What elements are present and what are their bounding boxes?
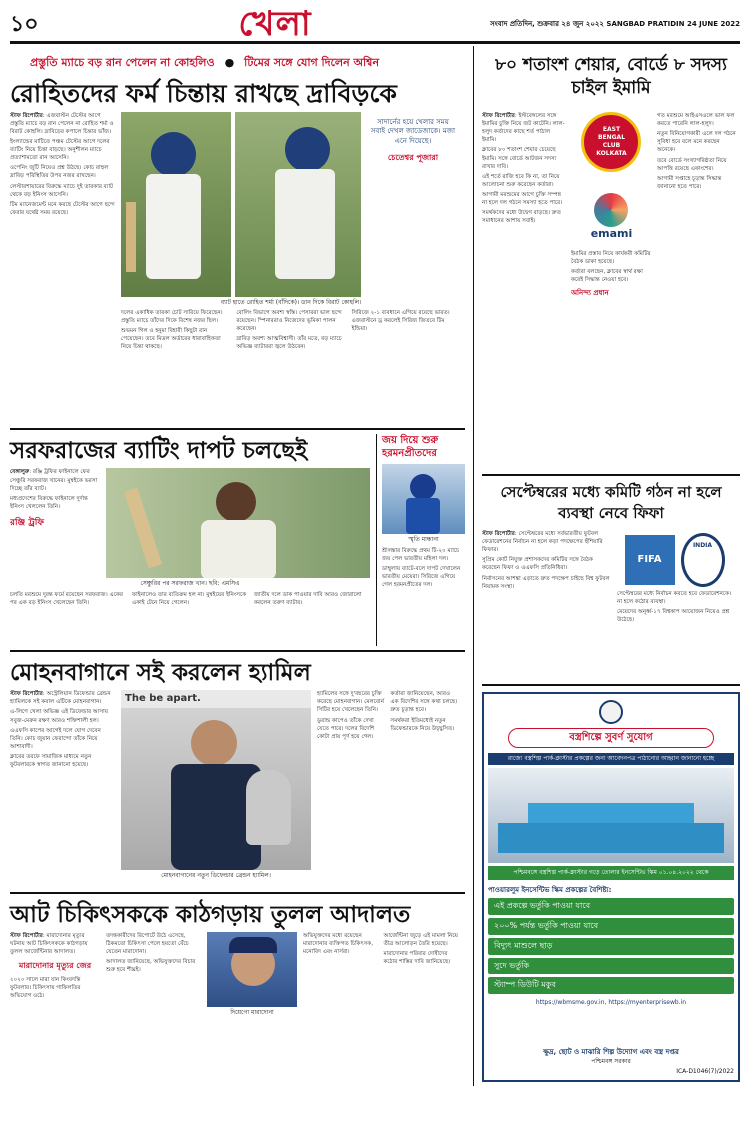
ad-points (488, 898, 734, 994)
ticker-left: প্রস্তুতি ম্যাচে বড় রান পেলেন না কোহলিও (30, 56, 215, 70)
emami-wordmark: emami (590, 227, 633, 241)
story-body-cont: সেপ্টেম্বরের মধ্যে নির্বাচন করতে হবে ফেডারেশনকে। না হলে কঠোর ব্যবস্থা। মেয়েদের অনূর্ধ্ব-১৭ বিশ্বকাপ আয়োজন নিয়েও প্রশ্ন উঠেছে। (617, 591, 732, 624)
body-text: সেপ্টেম্বরের মধ্যে সর্বভারতীয় ফুটবল ফেডারেশনের নির্বাচন না হলে কড়া পদক্ষেপের হুঁশিয়ারি ফিফার। (482, 531, 603, 554)
smriti-photo (382, 464, 465, 534)
body-text: এজবাস্টন টেস্টের আগে প্রস্তুতি ম্যাচে বড় রান পেলেন না রোহিত শর্মা ও বিরাট কোহলি। দ্রাবিড়ের কপালে চিন্তার ভাঁজ। (10, 112, 114, 135)
maradona-photo (207, 932, 297, 1007)
ad-point: সুদে ভর্তুকি (488, 958, 734, 975)
story-body: স্টাফ রিপোর্টার: অস্ট্রেলিয়ান ডিফেন্ডার ব্রেন্ডন হ্যামিলকে সই করাল এটিকে মোহনবাগান। এ-লিগে খেলা অভিজ্ঞ এই ডিফেন্ডার আসায় সবুজ-মেরুন রক্ষণ আরও শক্তিশালী হল। এএফসি কাপের আগেই দলে যোগ দেবেন তিনি। কোচ জুয়ান ফেরান্দো তাঁকে নিয়ে আশাবাদী। ক্লাবের তরফে সামাজিক মাধ্যমে নতুন ফুটবলারকে স্বাগত জানানো হয়েছে। (10, 691, 111, 769)
series-logo: রঞ্জি ট্রফি (10, 518, 44, 528)
story-body-cont: হ্যামিলের সঙ্গে দু'বছরের চুক্তি করেছে মোহনবাগান। মেলবোর্ন সিটির হয়ে খেলেছেন তিনি। ডুরান্ড কাপেও তাঁকে দেখা যেতে পারে। দলের বিদেশি কোটা প্রায় পূর্ণ হয়ে গেল। কর্তারা জানিয়েছেন, আরও এক বিদেশির সঙ্গে কথা চলছে। দ্রুত চূড়ান্ত হবে। সমর্থকরা ইতিমধ্যেই নতুন ডিফেন্ডারকে নিয়ে উচ্ছ্বসিত। (317, 691, 458, 740)
story-headline: মোহনবাগানে সই করলেন হ্যামিল (10, 659, 311, 687)
ad-web: https://wbmsme.gov.in, https://myenterprisewb.in (535, 999, 687, 1007)
page-meta: সংবাদ প্রতিদিন, শুক্রবার ২৪ জুন ২০২২ SANGBAD PRATIDIN 24 JUNE 2022 (490, 19, 740, 28)
body-text: মারাদোনার মৃত্যুর ঘটনায় আট চিকিৎসককে কাঠগড়ায় তুলল আর্জেন্টিনার আদালত। (10, 932, 88, 955)
ad-footer: ক্ষুদ্র, ছোট ও মাঝারি শিল্প উদ্যোগ এবং বস্ত্র দপ্তর (543, 1048, 679, 1057)
emami-logo (581, 182, 641, 242)
kohli-photo (235, 112, 361, 297)
story-fifa (482, 476, 740, 686)
story-hamill (10, 652, 465, 894)
ticker-strip (10, 52, 465, 76)
story-body: শ্রীলঙ্কার বিরুদ্ধে প্রথম টি-২০ ম্যাচে জয় পেল ভারতীয় মহিলা দল। ডাম্বুলায় ব্যাটে-বলে দাপট দেখালেন ভারতীয় মেয়েরা। সিরিজে এগিয়ে গেল হরমনপ্রীতের দল। (382, 547, 465, 642)
story-headline: আট চিকিৎসককে কাঠগড়ায় তুলল আদালত (10, 900, 411, 928)
aiff-logo: INDIA (681, 533, 725, 587)
story-body-cont: তদন্তকারীদের রিপোর্টে উঠে এসেছে, ঠিকমতো চিকিৎসা পেলে হয়তো বেঁচে যেতেন মারাদোনা। আদালত জানিয়েছে, অভিযুক্তদের বিচার শুরু হবে শীঘ্রই। (106, 932, 196, 974)
story-body-cont: দলের একাধিক তারকা চোট সারিয়ে ফিরেছেন। প্রস্তুতি ম্যাচে তাঁদের দিকে বিশেষ নজর ছিল। শুভমন গিল ও হনুমা বিহারী কিছুটা রান পেয়েছেন। তবে মিডল অর্ডারের ধারাবাহিকতা নিয়ে চিন্তা থাকছে। বোলিং বিভাগে অবশ্য স্বস্তি। পেসাররা ভাল ছন্দে রয়েছেন। স্পিনাররাও নিজেদের ভূমিকা পালন করেছেন। দ্রাবিড় অবশ্য আত্মবিশ্বাসী। তাঁর মতে, বড় ম্যাচে অভিজ্ঞ ব্যাটাররা জ্বলে উঠবেন। সিরিজে ২-১ ব্যবধানে এগিয়ে রয়েছে ভারত। এজবাস্টনে ড্র করলেই সিরিজ জিতবে টিম ইন্ডিয়া। (121, 309, 450, 351)
page-number: ১০ (10, 11, 39, 37)
story-headline: জয় দিয়ে শুরু হরমনপ্রীতদের (382, 435, 439, 460)
pullquote-author: চেতেশ্বর পূজারা (387, 153, 439, 163)
story-body: স্টাফ রিপোর্টার: ইস্টবেঙ্গলের সঙ্গে ইমামির চুক্তি নিয়ে জট কাটেনি। লাল-হলুদ কর্তাদের কাছে শর্ত পাঠাল ইমামি। ক্লাবের ৮০ শতাংশ শেয়ার চেয়েছে ইমামি। সঙ্গে বোর্ডে আটজন সদস্য রাখার দাবি। এই শর্তে রাজি হবে কি না, তা নিয়ে আলোচনা শুরু করেছেন কর্তারা। আগামী মরশুমের আগে চুক্তি সম্পন্ন না হলে দল গঠনে সমস্যা হতে পারে। সমর্থকদের মধ্যে উদ্বেগ বাড়ছে। দ্রুত সমাধানের আশায় সবাই। (482, 113, 565, 225)
story-headline: সেপ্টেম্বরের মধ্যে কমিটি গঠন না হলে ব্যবস্থা নেবে ফিফা (500, 483, 722, 522)
byline: স্টাফ রিপোর্টার (10, 932, 43, 939)
ad-subtitle: রাজ্যে বস্ত্রশিল্প পার্ক-ক্লাস্টার প্রকল্পের জন্য আবেদনপত্র পাঠানোর আহ্বান জানানো হচ্ছে (488, 753, 734, 765)
story-maradona (10, 894, 465, 1086)
ad-list-title: পাওয়ারলুম ইনসেন্টিভ স্কিম প্রকল্পের বৈশিষ্ট্য: (488, 885, 612, 894)
story-body-cont: চলতি মরশুমে দুরন্ত ফর্মে রয়েছেন সরফরাজ। একের পর এক বড় ইনিংস খেলেছেন তিনি। ফাইনালেও তার ব্যতিক্রম হল না। মুম্বইয়ের ইনিংসকে একাই টেনে নিয়ে গেলেন। জাতীয় দলে ডাক পাওয়ার দাবি আরও জোরালো করলেন তরুণ ব্যাটার। (10, 591, 362, 606)
photo-caption: স্মৃতি মান্ধানা (408, 536, 439, 544)
body-text: শ্রীলঙ্কার বিরুদ্ধে প্রথম টি-২০ ম্যাচে জয় পেল ভারতীয় মহিলা দল। (382, 547, 460, 562)
byline: স্টাফ রিপোর্টার (10, 112, 43, 119)
ad-title: বস্ত্রশিল্পে সুবর্ণ সুযোগ (508, 728, 714, 748)
story-headline: ৮০ শতাংশ শেয়ার, বোর্ডে ৮ সদস্য চাইল ইমামি (495, 55, 727, 98)
story-headline: রোহিতদের ফর্ম চিন্তায় রাখছে দ্রাবিড়কে (10, 78, 397, 108)
rohit-photo (121, 112, 231, 297)
photo-caption: মোহনবাগানের নতুন ডিফেন্ডার ব্রেন্ডন হ্যামিল। (161, 872, 271, 880)
photo-caption: দিয়েগো মারাদোনা (230, 1008, 274, 1016)
byline: বেঙ্গালুরু (10, 469, 30, 476)
story-body-cont2: গত মরশুমে আইএসএলে ভাল ফল করতে পারেনি লাল-হলুদ। নতুন বিনিয়োগকারী এলে দল গঠনে সুবিধা হবে বলে মনে করছেন অনেকে। তবে বোর্ডে সংখ্যাগরিষ্ঠতা নিয়ে আপত্তি রয়েছে একাংশের। আগামী সপ্তাহে চূড়ান্ত সিদ্ধান্ত জানানো হতে পারে। (657, 113, 736, 190)
ad-factory-photo (488, 768, 734, 863)
story-headline: সরফরাজের ব্যাটিং দাপট চলছেই (10, 437, 308, 465)
ad-banner: পশ্চিমবঙ্গে বস্ত্রশিল্প পার্ক-ক্লাস্টার গড়ে তোলার ইনসেন্টিভ স্কিম ০১.০৪.২০২২ থেকে (488, 866, 734, 880)
byline: স্টাফ রিপোর্টার (482, 531, 515, 537)
story-rohit (10, 76, 465, 431)
story-subhead: মারাদোনার মৃত্যুর জের (18, 961, 92, 971)
body-text: ইস্টবেঙ্গলের সঙ্গে ইমামির চুক্তি নিয়ে জট কাটেনি। লাল-হলুদ কর্তাদের কাছে শর্ত পাঠাল ইমামি। (482, 113, 565, 144)
ad-point: এই প্রকল্পে ভর্তুকি পাওয়া যাবে (488, 898, 734, 915)
story-body: বেঙ্গালুরু: রঞ্জি ট্রফির ফাইনালে ফের সেঞ্চুরি সরফরাজ খানের। মুম্বইকে ভরসা দিচ্ছে তাঁর ব্যাট। মধ্যপ্রদেশের বিরুদ্ধে ফাইনালে দুর্দান্ত ইনিংস খেললেন তিনি। রঞ্জি ট্রফি (10, 468, 100, 578)
ad-point: বিদ্যুৎ মাশুলে ছাড় (488, 938, 734, 955)
govt-emblem (488, 700, 734, 724)
story-body-cont2: অভিযুক্তদের মধ্যে রয়েছেন মারাদোনার ব্যক্তিগত চিকিৎসক, মনোবিদ এবং নার্সরা। আর্জেন্টিনা জুড়ে এই মামলা নিয়ে তীব্র আলোড়ন তৈরি হয়েছে। মারাদোনার পরিবার দোষীদের কঠোর শাস্তির দাবি জানিয়েছে। (303, 932, 458, 966)
story-emami (482, 46, 740, 476)
backdrop-text: The be apart. (121, 690, 311, 708)
pullquote-box (365, 112, 461, 297)
story-sarfaraz (10, 430, 465, 652)
story-author: অনিন্দ্য প্রধান (570, 289, 609, 298)
ad-footer2: পশ্চিমবঙ্গ সরকার (591, 1057, 631, 1065)
ad-code: ICA-D1046(7)/2022 (676, 1067, 734, 1075)
sarfaraz-photo (106, 468, 370, 578)
story-body: স্টাফ রিপোর্টার: এজবাস্টন টেস্টের আগে প্রস্তুতি ম্যাচে বড় রান পেলেন না রোহিত শর্মা ও বিরাট কোহলি। দ্রাবিড়ের কপালে চিন্তার ভাঁজ। ইংল্যান্ডের মাটিতে পঞ্চম টেস্টের আগে দলের ব্যাটিং নিয়ে চিন্তা বাড়ছে। অনুশীলন ম্যাচে প্রত্যাশামতো রান আসেনি। ওপেনিং জুটি নিয়েও প্রশ্ন উঠছে। কোচ রাহুল দ্রাবিড় পরিস্থিতির উপর নজর রাখছেন। লেস্টারশায়ারের বিরুদ্ধে ম্যাচে দুই তারকার ব্যাট থেকে বড় ইনিংস আসেনি। টিম ম্যানেজমেন্ট মনে করছে টেস্টের আগে ছন্দে ফেরার যথেষ্ট সময় রয়েছে। (10, 112, 115, 216)
photo-caption: সেঞ্চুরির পর সরফরাজ খান। ছবি: এমসিএ (140, 580, 240, 588)
hamill-photo (121, 690, 311, 870)
ticker-right: টিমের সঙ্গে যোগ দিলেন অশ্বিন (244, 56, 380, 70)
govt-advertisement (482, 692, 740, 1082)
body-text: অস্ট্রেলিয়ান ডিফেন্ডার ব্রেন্ডন হ্যামিলকে সই করাল এটিকে মোহনবাগান। (10, 691, 111, 706)
story-body: স্টাফ রিপোর্টার: সেপ্টেম্বরের মধ্যে সর্বভারতীয় ফুটবল ফেডারেশনের নির্বাচন না হলে কড়া পদক্ষেপের হুঁশিয়ারি ফিফার। সুপ্রিম কোর্ট নিযুক্ত প্রশাসকদের কমিটির সঙ্গে বৈঠক করেছেন ফিফা ও এএফসি প্রতিনিধিরা। নির্বাসনের আশঙ্কা এড়াতে দ্রুত পদক্ষেপ চাইছে বিশ্ব ফুটবল নিয়ামক সংস্থা। (482, 531, 610, 590)
ad-point: ২০০% পর্যন্ত ভর্তুকি পাওয়া যাবে (488, 918, 734, 935)
section-title: খেলা (238, 3, 312, 44)
ad-point: স্ট্যাম্প ডিউটি মকুব (488, 977, 734, 994)
story-body-cont: ইমামির প্রস্তাব নিয়ে কার্যকরী কমিটির বৈঠক ডাকা হয়েছে। কর্তারা বলছেন, ক্লাবের স্বার্থ রক্ষা করেই সিদ্ধান্ত নেওয়া হবে। অনিন্দ্য প্রধান (570, 251, 651, 298)
body-text: রঞ্জি ট্রফির ফাইনালে ফের সেঞ্চুরি সরফরাজ খানের। মুম্বইকে ভরসা দিচ্ছে তাঁর ব্যাট। (10, 469, 98, 492)
byline: স্টাফ রিপোর্টার (10, 691, 43, 698)
photo-caption: ব্যাট হাতে রোহিত শর্মা (বাঁদিকে)। ডান দিকে বিরাট কোহলি। (220, 298, 362, 306)
fifa-logo: FIFA (625, 535, 675, 585)
story-body: স্টাফ রিপোর্টার: মারাদোনার মৃত্যুর ঘটনায় আট চিকিৎসককে কাঠগড়ায় তুলল আর্জেন্টিনার আদালত। মারাদোনার মৃত্যুর জের ২০২০ সালে মারা যান কিংবদন্তি ফুটবলার। চিকিৎসায় গাফিলতির অভিযোগ ওঠে। (10, 932, 100, 1082)
story-women (376, 434, 465, 645)
pullquote: সাদার্নের হয়ে খেলার সময় সবাই দেখল জাডেজাকে। মজা এনে দিয়েছে। (370, 117, 456, 146)
byline: স্টাফ রিপোর্টার (482, 113, 515, 119)
page-header (10, 3, 740, 44)
east-bengal-logo: EAST BENGAL CLUB KOLKATA (581, 112, 641, 172)
ticker-separator: ● (224, 56, 235, 70)
